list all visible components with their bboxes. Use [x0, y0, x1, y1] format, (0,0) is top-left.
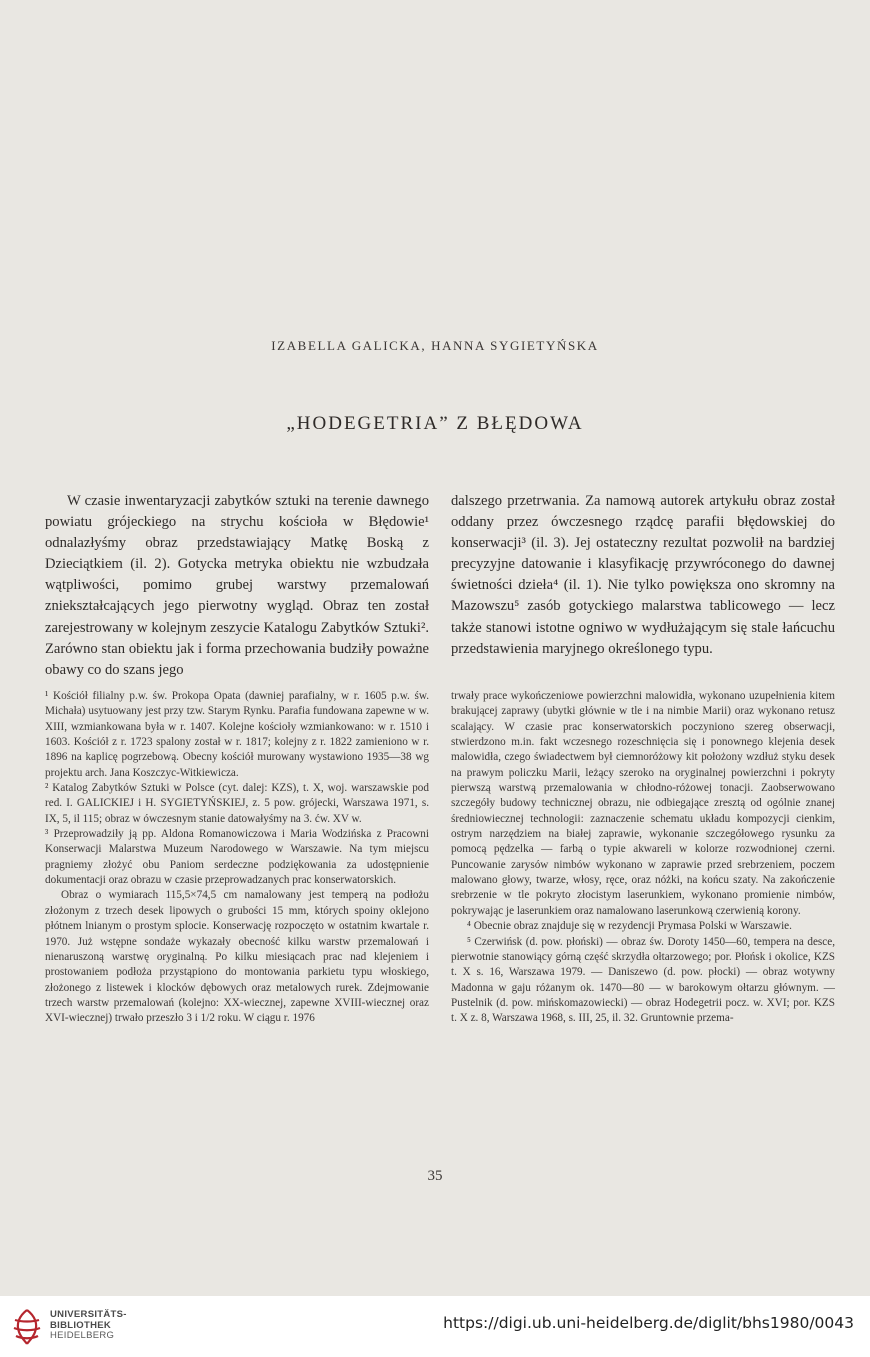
footnote-3-continued: Obraz o wymiarach 115,5×74,5 cm namalowany jest temperą na podłożu złożonym z trzech desek lipowych o grubości 15 mm, których spoiny oklejono płótnem lnianym o prostym splocie. Konserwację rozpoczęto w ostatnim kwartale r. 1970. Już wstępne sondaże wykazały obecność kilku warstw przemalowań i nienaruszoną warstwę oryginalną. Po kilku miesiącach prac nad klejeniem i prostowaniem podłoża przystąpiono do montowania parkietu typu włoskiego, złożonego z listewek i klocków dębowych oraz metalowych rurek. Zdejmowanie trzech warstw przemalowań (kolejno: XX-wiecznej, zapewne XVIII-wiecznej oraz XVI-wiecznej) trwało przeszło 3 i 1/2 roku. W ciągu r. 1976 — [45, 889, 429, 1025]
body-column-right — [451, 491, 835, 660]
page-number: 35 — [427, 1168, 443, 1184]
footnote-3-continued-right: trwały prace wykończeniowe powierzchni malowidła, wykonano uzupełnienia kitem brakującej zaprawy (ubytki głównie w tle i na nimbie Marii) oraz wykonano retusz scalający. W czasie prac konserwatorskich poczyniono szereg obserwacji, stwierdzono m.in. fakt wczesnego rozeschnięcia się i ponownego klejenia desek malowidła, czego świadectwem był ciemnoróżowy kit położony wzdłuż styku desek na prawym policzku Marii, leżący szeroko na oryginalnej powierzchni i pokryty pierwszą warstwą przemalowania w chłodno-różowej tonacji. Zaobserwowano szczegóły budowy technicznej obrazu, nie odbiegające zresztą od ogólnie znanej średniowiecznej technologii: zaznaczenie schematu układu kompozycji cienkim, ostrym narzędziem na białej zaprawie, wykonanie szczegółowego rysunku za pomocą pędzelka — farbą o typie akwareli w kolorze rozwodnionej czerni. Puncowanie zarysów nimbów wykonano w zaprawie przed srebrzeniem, poczem malowano głowy, twarze, włosy, ręce, oraz nóżki, na końcu szaty. Na zakończenie srebrzenie w tle pokryto złocistym laserunkiem, wykonano promienie nimbów, pokrywając je laserunkiem oraz namalowano laserunkową czerwienią korony. — [451, 690, 835, 917]
body-column-left — [45, 491, 429, 681]
logo-line-1: UNIVERSITÄTS- — [50, 1309, 127, 1320]
footnote-1: ¹ Kościół filialny p.w. św. Prokopa Opata (dawniej parafialny, w r. 1605 p.w. św. Michała) usytuowany jest przy tzw. Starym Rynku. Parafia fundowana zapewne w w. XIII, wzmiankowana była w r. 1407. Kolejne kościoły wzmiankowano: w r. 1510 i 1603. Kościół z r. 1723 spalony został w r. 1817; kolejny z r. 1822 zamieniono w r. 1896 na kaplicę pogrzebową. Obecny kościół murowany wystawiono 1935—38 wg projektu arch. Jana Koszczyc-Witkiewicza. — [45, 690, 429, 779]
body-paragraph: W czasie inwentaryzacji zabytków sztuki na terenie dawnego powiatu grójeckiego na strychu kościoła w Błędowie¹ odnalazłyśmy obraz przedstawiający Matkę Boską z Dzieciątkiem (il. 2). Gotycka metryka obiektu nie wzbudzała wątpliwości, pomimo grubej warstwy przemalowań zniekształcających jego pierwotny wygląd. Obraz ten został zarejestrowany w kolejnym zeszycie Katalogu Zabytków Sztuki². Zarówno stan obiektu jak i forma przechowania budziły poważne obawy co do szans jego — [45, 493, 429, 678]
footnote-2: ² Katalog Zabytków Sztuki w Polsce (cyt. dalej: KZS), t. X, woj. warszawskie pod red. I. GALICKIEJ i H. SYGIETYŃSKIEJ, z. 5 pow. grójecki, Warszawa 1971, s. IX, 5, il 115; obraz w ówczesnym stanie datowałyśmy na 3. ćw. XV w. — [45, 782, 429, 825]
body-paragraph: dalszego przetrwania. Za namową autorek artykułu obraz został oddany przez ówczesnego rządcę parafii błędowskiej do konserwacji³ (il. 3). Jej ostateczny rezultat pozwolił na bardziej precyzyjne datowanie i klasyfikację przywróconego do dawnej świetności dzieła⁴ (il. 1). Nie tylko powiększa ono skromny na Mazowszu⁵ zasób gotyckiego malarstwa tablicowego — lecz także stanowi istotne ogniwo w wydłużającym się stale łańcuchu przedstawienia maryjnego określonego typu. — [451, 493, 835, 657]
footnotes-left — [45, 689, 429, 1027]
footnote-5: ⁵ Czerwińsk (d. pow. płoński) — obraz św. Doroty 1450—60, tempera na desce, pierwotnie stanowiący górną część skrzydła ołtarzowego; por. Płońsk i okolice, KZS t. X s. 16, Warszawa 1979. — Daniszewo (d. pow. płocki) — obraz wotywny Madonna w gaju różanym ok. 1470—80 — w barokowym ołtarzu głównym. — Pustelnik (d. pow. mińskomazowiecki) — obraz Hodegetrii pocz. w. XVI; por. KZS t. X z. 8, Warszawa 1968, s. III, 25, il. 32. Gruntownie przema- — [451, 935, 835, 1025]
logo-line-2: BIBLIOTHEK — [50, 1319, 112, 1331]
library-logo-icon[interactable] — [10, 1306, 44, 1346]
logo-line-3: HEIDELBERG — [50, 1330, 115, 1341]
viewer-footer — [0, 1296, 870, 1357]
permalink-url[interactable]: https://digi.ub.uni-heidelberg.de/diglit/bhs1980/0043 — [443, 1314, 854, 1332]
footnote-3: ³ Przeprowadziły ją pp. Aldona Romanowiczowa i Maria Wodzińska z Pracowni Konserwacji Malarstwa Muzeum Narodowego w Warszawie. Na tym miejscu pragniemy złożyć obu Paniom serdeczne podziękowania za udostępnienie dokumentacji oraz obrazu w czasie przeprowadzanych prac konserwatorskich. — [45, 828, 429, 887]
article-authors: IZABELLA GALICKA, HANNA SYGIETYŃSKA — [271, 338, 599, 353]
article-title: „HODEGETRIA” Z BŁĘDOWA — [286, 413, 584, 434]
library-logo-text — [50, 1310, 127, 1342]
footnotes-right — [451, 689, 835, 1027]
footnote-4: ⁴ Obecnie obraz znajduje się w rezydencji Prymasa Polski w Warszawie. — [467, 920, 792, 933]
